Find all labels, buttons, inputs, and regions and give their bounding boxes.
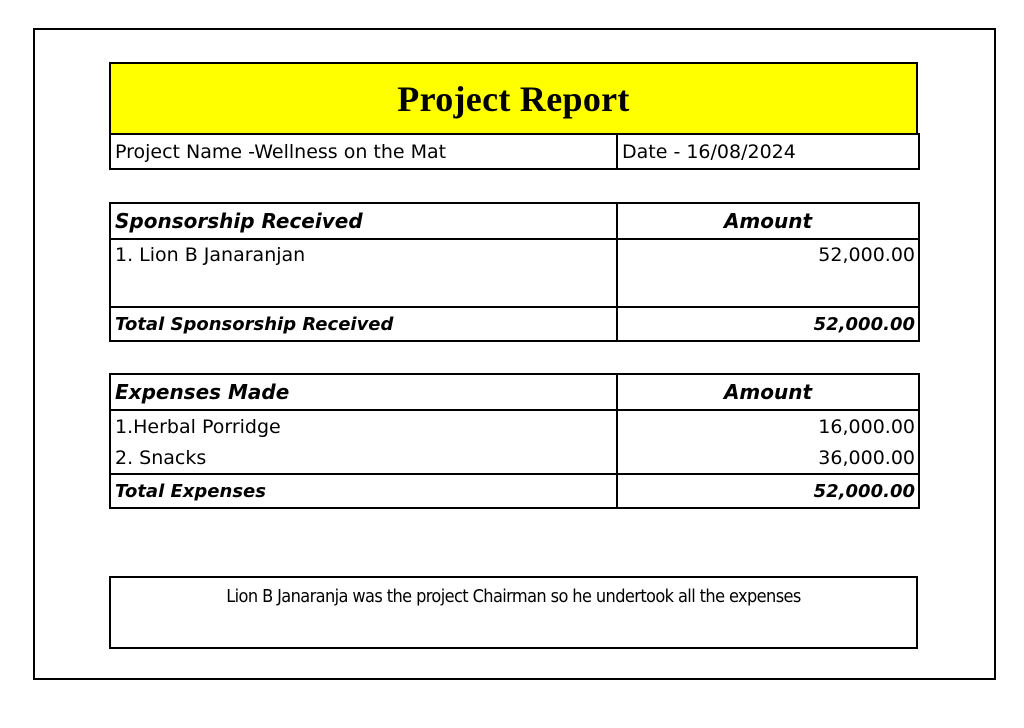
project-date: Date - 16/08/2024 (617, 134, 919, 169)
expenses-total-label: Total Expenses (110, 474, 617, 508)
expenses-header-amount: Amount (617, 374, 919, 410)
expenses-table (109, 373, 920, 509)
expenses-header-row (110, 374, 919, 410)
expense-label: 1.Herbal Porridge (110, 410, 617, 442)
table-row (110, 410, 919, 442)
expenses-total-amount: 52,000.00 (617, 474, 919, 508)
sponsor-amount: 52,000.00 (617, 239, 919, 307)
expense-label: 2. Snacks (110, 442, 617, 474)
sponsorship-header-label: Sponsorship Received (110, 203, 617, 239)
sponsorship-total-row (110, 307, 919, 341)
sponsorship-header-row (110, 203, 919, 239)
sponsorship-table (109, 202, 920, 342)
expense-amount: 36,000.00 (617, 442, 919, 474)
sponsor-name: 1. Lion B Janaranjan (110, 239, 617, 307)
project-name: Project Name -Wellness on the Mat (110, 134, 617, 169)
expense-amount: 16,000.00 (617, 410, 919, 442)
table-row (110, 442, 919, 474)
expenses-total-row (110, 474, 919, 508)
expenses-header-label: Expenses Made (110, 374, 617, 410)
sponsorship-total-label: Total Sponsorship Received (110, 307, 617, 341)
report-title: Project Report (397, 78, 630, 119)
project-info-table (109, 133, 920, 170)
sponsorship-header-amount: Amount (617, 203, 919, 239)
table-row (110, 239, 919, 307)
sponsorship-total-amount: 52,000.00 (617, 307, 919, 341)
report-title-bar (109, 62, 918, 133)
project-info-row (110, 134, 919, 169)
note-box (109, 576, 918, 649)
note-text: Lion B Janaranja was the project Chairman so he undertook all the expenses (226, 586, 801, 607)
